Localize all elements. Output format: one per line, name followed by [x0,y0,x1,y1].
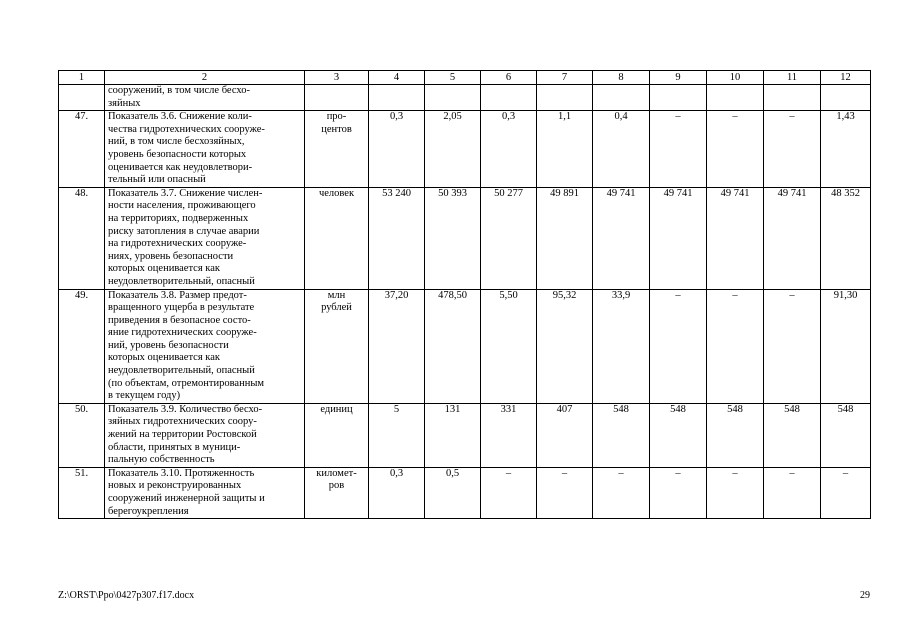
value-cell: – [650,467,707,518]
table-row [59,467,871,518]
indicator-description-cell: Показатель 3.6. Снижение коли- чества гидротехнических сооруже- ний, в том числе бесхозяйных, уровень безопасности которых оценивается как неудовлетвори- тельный или опасный [105,111,305,188]
value-cell: – [481,467,537,518]
table-row [59,111,871,188]
value-cell: 91,30 [821,289,871,403]
value-cell: 0,3 [369,467,425,518]
footer-page-number: 29 [860,590,870,601]
value-cell: – [707,111,764,188]
row-number-cell: 48. [59,187,105,289]
value-cell: 53 240 [369,187,425,289]
value-cell: – [650,289,707,403]
value-cell: 48 352 [821,187,871,289]
value-cell [369,85,425,111]
value-cell: 407 [537,403,593,467]
value-cell: 0,3 [369,111,425,188]
column-number-header: 9 [650,71,707,85]
value-cell [593,85,650,111]
column-number-header: 6 [481,71,537,85]
row-number-cell: 50. [59,403,105,467]
value-cell: 331 [481,403,537,467]
value-cell: 5 [369,403,425,467]
value-cell: – [650,111,707,188]
value-cell: – [593,467,650,518]
unit-cell: про- центов [305,111,369,188]
value-cell: – [764,289,821,403]
value-cell: 49 891 [537,187,593,289]
unit-cell: млн рублей [305,289,369,403]
column-number-header: 8 [593,71,650,85]
value-cell: 131 [425,403,481,467]
value-cell: – [707,467,764,518]
table-row [59,85,871,111]
value-cell: – [707,289,764,403]
indicator-description-cell: сооружений, в том числе бесхо- зяйных [105,85,305,111]
value-cell: 37,20 [369,289,425,403]
value-cell: 0,5 [425,467,481,518]
indicator-description-cell: Показатель 3.10. Протяженность новых и реконструированных сооружений инженерной защиты и берегоукрепления [105,467,305,518]
value-cell: 2,05 [425,111,481,188]
value-cell: 478,50 [425,289,481,403]
table-row [59,289,871,403]
value-cell: 49 741 [764,187,821,289]
row-number-cell: 51. [59,467,105,518]
value-cell: 95,32 [537,289,593,403]
value-cell: 49 741 [707,187,764,289]
column-number-header: 11 [764,71,821,85]
table-header-row [59,71,871,85]
value-cell: – [537,467,593,518]
table-row [59,187,871,289]
row-number-cell: 49. [59,289,105,403]
value-cell: 548 [593,403,650,467]
value-cell: 548 [650,403,707,467]
value-cell: 548 [821,403,871,467]
value-cell [537,85,593,111]
value-cell [650,85,707,111]
column-number-header: 2 [105,71,305,85]
column-number-header: 4 [369,71,425,85]
column-number-header: 10 [707,71,764,85]
value-cell: 5,50 [481,289,537,403]
column-number-header: 5 [425,71,481,85]
value-cell: – [821,467,871,518]
value-cell: 50 277 [481,187,537,289]
unit-cell: человек [305,187,369,289]
column-number-header: 1 [59,71,105,85]
indicator-description-cell: Показатель 3.8. Размер предот- вращенного ущерба в результате приведения в безопасное состо- яние гидротехнических сооруже- ний, уровень безопасности которых оценивается как неудовлетворительный, опасный (по объектам, отремонтированным в текущем году) [105,289,305,403]
value-cell: 548 [707,403,764,467]
value-cell: 49 741 [593,187,650,289]
row-number-cell: 47. [59,111,105,188]
value-cell [481,85,537,111]
column-number-header: 3 [305,71,369,85]
value-cell: 0,4 [593,111,650,188]
unit-cell [305,85,369,111]
value-cell: 49 741 [650,187,707,289]
value-cell [425,85,481,111]
value-cell: 548 [764,403,821,467]
value-cell: 0,3 [481,111,537,188]
column-number-header: 12 [821,71,871,85]
unit-cell: километ- ров [305,467,369,518]
row-number-cell [59,85,105,111]
indicator-description-cell: Показатель 3.7. Снижение числен- ности населения, проживающего на территориях, подверженных риску затопления в случае аварии на гидротехнических сооруже- ниях, уровень безопасности которых оценивается как неудовлетворительный, опасный [105,187,305,289]
footer-file-path: Z:\ORST\Ppo\0427p307.f17.docx [58,590,195,601]
value-cell: 1,43 [821,111,871,188]
indicator-description-cell: Показатель 3.9. Количество бесхо- зяйных гидротехнических соору- жений на территории Ростовской области, принятых в муници- пальную собственность [105,403,305,467]
unit-cell: единиц [305,403,369,467]
value-cell [821,85,871,111]
table-row [59,403,871,467]
value-cell [707,85,764,111]
value-cell: 50 393 [425,187,481,289]
value-cell: 33,9 [593,289,650,403]
value-cell: – [764,111,821,188]
value-cell: 1,1 [537,111,593,188]
value-cell [764,85,821,111]
value-cell: – [764,467,821,518]
column-number-header: 7 [537,71,593,85]
data-table [58,70,871,519]
